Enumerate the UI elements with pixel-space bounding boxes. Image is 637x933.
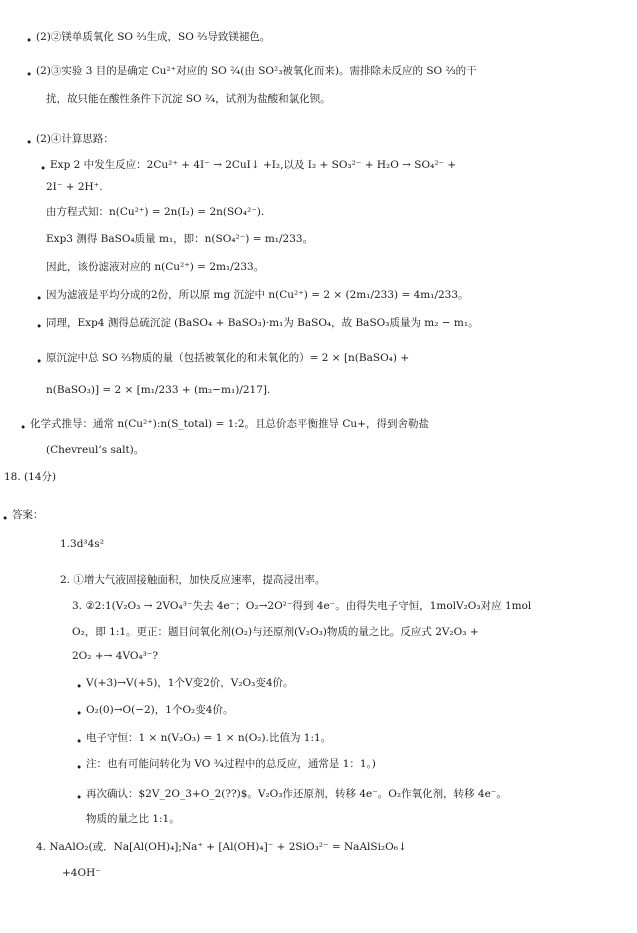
- bullet-dot: •: [76, 681, 83, 693]
- text-line: 2I⁻ + 2H⁺.: [46, 181, 103, 193]
- bullet-dot: •: [26, 69, 33, 81]
- text-line: 原沉淀中总 SO ⅔物质的量（包括被氧化的和未氧化的）= 2 × [n(BaSO₄) +: [46, 352, 410, 364]
- text-line: 2. ①增大气液固接触面积，加快反应速率，提高浸出率。: [60, 574, 326, 586]
- bullet-dot: •: [36, 356, 43, 368]
- text-line: Exp3 测得 BaSO₄质量 m₁，即：n(SO₄²⁻) = m₁/233。: [46, 233, 314, 245]
- bullet-dot: •: [76, 762, 83, 774]
- text-line: 因为滤液是平均分成的2份，所以原 mg 沉淀中 n(Cu²⁺) = 2 × (2m₁/233) = 4m₁/233。: [46, 289, 469, 301]
- bullet-dot: •: [76, 792, 83, 804]
- text-line: 因此，该份滤液对应的 n(Cu²⁺) = 2m₁/233。: [46, 261, 265, 273]
- bullet-dot: •: [26, 35, 33, 47]
- text-line: 答案：: [12, 509, 44, 521]
- bullet-dot: •: [36, 321, 43, 333]
- text-line: (2)④计算思路：: [36, 133, 114, 145]
- text-line: 2O₂ +→ 4VO₄³⁻?: [72, 650, 159, 662]
- bullet-dot: •: [26, 137, 33, 149]
- text-line: (Chevreul’s salt)。: [46, 444, 145, 456]
- text-line: 由方程式知：n(Cu²⁺) = 2n(I₂) = 2n(SO₄²⁻).: [46, 206, 265, 218]
- text-line: O₂，即 1:1。更正：题目问氧化剂(O₂)与还原剂(V₂O₃)物质的量之比。反应式 2V₂O₃ +: [72, 626, 479, 638]
- text-line: 注：也有可能问转化为 VO ³⁄₄过程中的总反应，通常是 1：1。): [86, 758, 376, 770]
- text-line: 扰，故只能在酸性条件下沉淀 SO ²⁄₄，试剂为盐酸和氯化钡。: [46, 93, 331, 105]
- text-line: 4. NaAlO₂(或．Na[Al(OH)₄];Na⁺ + [Al(OH)₄]⁻ + 2SiO₃²⁻ = NaAlSi₂O₆↓: [36, 841, 407, 853]
- text-line: 化学式推导：通常 n(Cu²⁺):n(S_total) = 1:2。且总价态平衡推导 Cu+，得到舍勒盐: [30, 418, 429, 430]
- text-line: (2)②镁单质氧化 SO ⅔生成，SO ⅔导致镁褪色。: [36, 31, 271, 43]
- text-line: O₂(0)→O(−2)，1个O₂变4价。: [86, 704, 234, 716]
- text-line: 电子守恒：1 × n(V₂O₃) = 1 × n(O₂).比值为 1:1。: [86, 732, 332, 744]
- text-line: 1.3d³4s²: [60, 538, 104, 550]
- bullet-dot: •: [76, 736, 83, 748]
- text-line: 3. ②2:1(V₂O₃ → 2VO₄³⁻失去 4e⁻；O₂→2O²⁻得到 4e⁻。由得失电子守恒，1molV₂O₃对应 1mol: [72, 600, 532, 612]
- text-line: 同理，Exp4 测得总硫沉淀 (BaSO₄ + BaSO₃)·m₁为 BaSO₄，故 BaSO₃质量为 m₂ − m₁。: [46, 317, 479, 329]
- text-line: Exp 2 中发生反应：2Cu²⁺ + 4I⁻ → 2CuI↓ +I₂,以及 I₂ + SO₃²⁻ + H₂O → SO₄²⁻ +: [50, 159, 457, 171]
- text-line: 再次确认：$2V_2O_3+O_2(??)$。V₂O₃作还原剂，转移 4e⁻。O₂作氧化剂，转移 4e⁻。: [86, 788, 507, 800]
- text-line: (2)③实验 3 目的是确定 Cu²⁺对应的 SO ²⁄₄(由 SO²₃被氧化而来)。需排除未反应的 SO ⅔的干: [36, 65, 477, 77]
- bullet-dot: •: [76, 708, 83, 720]
- bullet-dot: •: [36, 293, 43, 305]
- text-line: +4OH⁻: [62, 867, 101, 879]
- bullet-dot: •: [40, 163, 47, 175]
- bullet-dot: •: [20, 422, 27, 434]
- text-line: V(+3)→V(+5)，1个V变2价，V₂O₃变4价。: [86, 677, 294, 689]
- text-line: n(BaSO₃)] = 2 × [m₁/233 + (m₂−m₁)/217].: [46, 384, 271, 396]
- text-line: 18. (14分): [4, 471, 57, 483]
- text-line: 物质的量之比 1:1。: [86, 813, 180, 825]
- bullet-dot: •: [2, 513, 9, 525]
